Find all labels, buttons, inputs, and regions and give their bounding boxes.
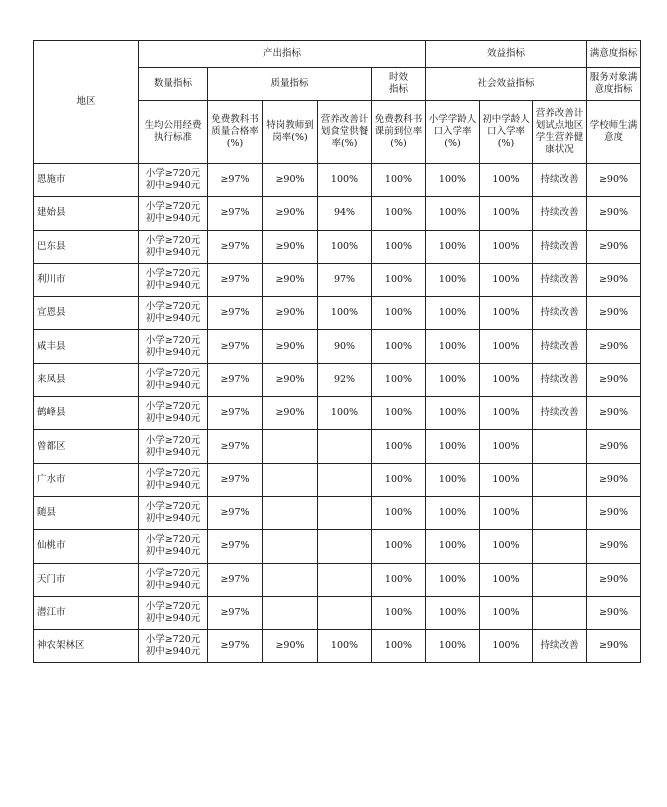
budget-standard-cell: 小学≥720元 初中≥940元 xyxy=(139,530,208,563)
region-header: 地区 xyxy=(34,41,139,164)
table-row xyxy=(34,596,641,629)
nutrition-health-status-cell xyxy=(533,496,587,529)
special-post-teacher-rate-cell xyxy=(263,463,318,496)
textbook-quality-rate-cell: ≥97% xyxy=(208,430,263,463)
region-cell: 曾都区 xyxy=(34,430,139,463)
nutrition-health-status-cell xyxy=(533,596,587,629)
canteen-meal-rate-cell: 100% xyxy=(318,230,372,263)
primary-enrollment-rate-cell: 100% xyxy=(426,563,480,596)
budget-standard-cell: 小学≥720元 初中≥940元 xyxy=(139,430,208,463)
textbook-quality-rate-cell: ≥97% xyxy=(208,197,263,230)
junior-enrollment-rate-header: 初中学龄人 口入学率 (%) xyxy=(480,101,533,164)
table-header xyxy=(34,41,641,164)
table-row xyxy=(34,363,641,396)
region-cell: 神农架林区 xyxy=(34,630,139,663)
canteen-meal-rate-cell xyxy=(318,530,372,563)
junior-enrollment-rate-cell: 100% xyxy=(480,363,533,396)
nutrition-health-status-cell: 持续改善 xyxy=(533,330,587,363)
table-row xyxy=(34,230,641,263)
budget-standard-header: 生均公用经费 执行标准 xyxy=(139,101,208,164)
primary-enrollment-rate-cell: 100% xyxy=(426,496,480,529)
table-row xyxy=(34,197,641,230)
junior-enrollment-rate-cell: 100% xyxy=(480,230,533,263)
nutrition-health-status-cell: 持续改善 xyxy=(533,263,587,296)
textbook-ontime-rate-cell: 100% xyxy=(372,230,426,263)
textbook-ontime-rate-cell: 100% xyxy=(372,330,426,363)
budget-standard-cell: 小学≥720元 初中≥940元 xyxy=(139,330,208,363)
primary-enrollment-rate-cell: 100% xyxy=(426,596,480,629)
junior-enrollment-rate-cell: 100% xyxy=(480,496,533,529)
textbook-ontime-rate-cell: 100% xyxy=(372,297,426,330)
primary-enrollment-rate-cell: 100% xyxy=(426,463,480,496)
primary-enrollment-rate-cell: 100% xyxy=(426,197,480,230)
budget-standard-cell: 小学≥720元 初中≥940元 xyxy=(139,463,208,496)
table-row xyxy=(34,496,641,529)
primary-enrollment-rate-cell: 100% xyxy=(426,297,480,330)
special-post-teacher-rate-cell: ≥90% xyxy=(263,330,318,363)
satisfaction-rate-cell: ≥90% xyxy=(587,430,641,463)
textbook-ontime-rate-cell: 100% xyxy=(372,463,426,496)
textbook-quality-rate-cell: ≥97% xyxy=(208,297,263,330)
textbook-quality-rate-cell: ≥97% xyxy=(208,496,263,529)
canteen-meal-rate-cell: 100% xyxy=(318,630,372,663)
region-cell: 广水市 xyxy=(34,463,139,496)
textbook-quality-rate-cell: ≥97% xyxy=(208,230,263,263)
primary-enrollment-rate-cell: 100% xyxy=(426,630,480,663)
budget-standard-cell: 小学≥720元 初中≥940元 xyxy=(139,563,208,596)
quality-indicators-header: 质量指标 xyxy=(208,68,372,101)
nutrition-health-status-cell xyxy=(533,463,587,496)
textbook-quality-rate-cell: ≥97% xyxy=(208,363,263,396)
canteen-meal-rate-cell xyxy=(318,563,372,596)
header-row-categories xyxy=(34,41,641,68)
special-post-teacher-rate-cell: ≥90% xyxy=(263,297,318,330)
textbook-ontime-rate-cell: 100% xyxy=(372,630,426,663)
textbook-quality-rate-cell: ≥97% xyxy=(208,630,263,663)
special-post-teacher-rate-cell xyxy=(263,563,318,596)
textbook-ontime-rate-cell: 100% xyxy=(372,397,426,430)
special-post-teacher-rate-cell: ≥90% xyxy=(263,230,318,263)
table-row xyxy=(34,297,641,330)
nutrition-health-status-cell: 持续改善 xyxy=(533,230,587,263)
satisfaction-rate-cell: ≥90% xyxy=(587,230,641,263)
nutrition-health-status-cell: 持续改善 xyxy=(533,363,587,396)
special-post-teacher-rate-cell xyxy=(263,496,318,529)
table-row xyxy=(34,397,641,430)
table-row xyxy=(34,630,641,663)
primary-enrollment-rate-cell: 100% xyxy=(426,330,480,363)
satisfaction-rate-cell: ≥90% xyxy=(587,596,641,629)
table-row xyxy=(34,263,641,296)
satisfaction-rate-cell: ≥90% xyxy=(587,496,641,529)
textbook-ontime-rate-header: 免费教科书 课前到位率 (%) xyxy=(372,101,426,164)
satisfaction-rate-header: 学校师生满 意度 xyxy=(587,101,641,164)
textbook-quality-rate-header: 免费教科书 质量合格率 (%) xyxy=(208,101,263,164)
budget-standard-cell: 小学≥720元 初中≥940元 xyxy=(139,263,208,296)
junior-enrollment-rate-cell: 100% xyxy=(480,330,533,363)
canteen-meal-rate-cell: 97% xyxy=(318,263,372,296)
textbook-ontime-rate-cell: 100% xyxy=(372,164,426,197)
region-cell: 恩施市 xyxy=(34,164,139,197)
budget-standard-cell: 小学≥720元 初中≥940元 xyxy=(139,363,208,396)
satisfaction-rate-cell: ≥90% xyxy=(587,563,641,596)
output-indicators-header: 产出指标 xyxy=(139,41,426,68)
nutrition-health-status-cell: 持续改善 xyxy=(533,397,587,430)
region-cell: 仙桃市 xyxy=(34,530,139,563)
satisfaction-rate-cell: ≥90% xyxy=(587,164,641,197)
timeliness-indicators-header: 时效 指标 xyxy=(372,68,426,101)
special-post-teacher-rate-header: 特岗教师到 岗率(%) xyxy=(263,101,318,164)
junior-enrollment-rate-cell: 100% xyxy=(480,397,533,430)
nutrition-health-status-cell xyxy=(533,530,587,563)
textbook-quality-rate-cell: ≥97% xyxy=(208,330,263,363)
satisfaction-rate-cell: ≥90% xyxy=(587,297,641,330)
junior-enrollment-rate-cell: 100% xyxy=(480,630,533,663)
primary-enrollment-rate-cell: 100% xyxy=(426,164,480,197)
primary-enrollment-rate-cell: 100% xyxy=(426,230,480,263)
table-row xyxy=(34,430,641,463)
textbook-ontime-rate-cell: 100% xyxy=(372,596,426,629)
table-row xyxy=(34,330,641,363)
region-cell: 鹤峰县 xyxy=(34,397,139,430)
budget-standard-cell: 小学≥720元 初中≥940元 xyxy=(139,630,208,663)
table-body xyxy=(34,164,641,663)
canteen-meal-rate-cell xyxy=(318,596,372,629)
special-post-teacher-rate-cell: ≥90% xyxy=(263,397,318,430)
junior-enrollment-rate-cell: 100% xyxy=(480,596,533,629)
table-row xyxy=(34,463,641,496)
satisfaction-rate-cell: ≥90% xyxy=(587,263,641,296)
canteen-meal-rate-cell: 90% xyxy=(318,330,372,363)
region-cell: 巴东县 xyxy=(34,230,139,263)
budget-standard-cell: 小学≥720元 初中≥940元 xyxy=(139,397,208,430)
table-row xyxy=(34,164,641,197)
indicator-table xyxy=(33,40,641,663)
textbook-quality-rate-cell: ≥97% xyxy=(208,397,263,430)
special-post-teacher-rate-cell xyxy=(263,530,318,563)
special-post-teacher-rate-cell: ≥90% xyxy=(263,630,318,663)
budget-standard-cell: 小学≥720元 初中≥940元 xyxy=(139,596,208,629)
canteen-meal-rate-cell: 94% xyxy=(318,197,372,230)
special-post-teacher-rate-cell: ≥90% xyxy=(263,164,318,197)
canteen-meal-rate-cell xyxy=(318,430,372,463)
benefit-indicators-header: 效益指标 xyxy=(426,41,587,68)
nutrition-health-status-cell: 持续改善 xyxy=(533,164,587,197)
special-post-teacher-rate-cell xyxy=(263,430,318,463)
junior-enrollment-rate-cell: 100% xyxy=(480,263,533,296)
nutrition-health-status-cell xyxy=(533,563,587,596)
nutrition-health-status-header: 营养改善计 划试点地区 学生营养健 康状况 xyxy=(533,101,587,164)
textbook-ontime-rate-cell: 100% xyxy=(372,430,426,463)
region-cell: 建始县 xyxy=(34,197,139,230)
satisfaction-indicators-header: 满意度指标 xyxy=(587,41,641,68)
nutrition-health-status-cell: 持续改善 xyxy=(533,630,587,663)
junior-enrollment-rate-cell: 100% xyxy=(480,430,533,463)
budget-standard-cell: 小学≥720元 初中≥940元 xyxy=(139,496,208,529)
primary-enrollment-rate-cell: 100% xyxy=(426,397,480,430)
special-post-teacher-rate-cell: ≥90% xyxy=(263,197,318,230)
budget-standard-cell: 小学≥720元 初中≥940元 xyxy=(139,297,208,330)
textbook-quality-rate-cell: ≥97% xyxy=(208,263,263,296)
textbook-quality-rate-cell: ≥97% xyxy=(208,463,263,496)
canteen-meal-rate-cell: 100% xyxy=(318,297,372,330)
junior-enrollment-rate-cell: 100% xyxy=(480,530,533,563)
junior-enrollment-rate-cell: 100% xyxy=(480,164,533,197)
social-benefit-indicators-header: 社会效益指标 xyxy=(426,68,587,101)
nutrition-health-status-cell: 持续改善 xyxy=(533,297,587,330)
satisfaction-rate-cell: ≥90% xyxy=(587,330,641,363)
canteen-meal-rate-cell: 100% xyxy=(318,397,372,430)
canteen-meal-rate-cell xyxy=(318,463,372,496)
junior-enrollment-rate-cell: 100% xyxy=(480,563,533,596)
satisfaction-rate-cell: ≥90% xyxy=(587,363,641,396)
textbook-quality-rate-cell: ≥97% xyxy=(208,530,263,563)
textbook-ontime-rate-cell: 100% xyxy=(372,263,426,296)
region-cell: 来凤县 xyxy=(34,363,139,396)
special-post-teacher-rate-cell: ≥90% xyxy=(263,263,318,296)
satisfaction-rate-cell: ≥90% xyxy=(587,530,641,563)
canteen-meal-rate-header: 营养改善计 划食堂供餐 率(%) xyxy=(318,101,372,164)
satisfaction-rate-cell: ≥90% xyxy=(587,463,641,496)
textbook-quality-rate-cell: ≥97% xyxy=(208,596,263,629)
primary-enrollment-rate-cell: 100% xyxy=(426,430,480,463)
region-cell: 咸丰县 xyxy=(34,330,139,363)
satisfaction-rate-cell: ≥90% xyxy=(587,197,641,230)
region-cell: 利川市 xyxy=(34,263,139,296)
textbook-quality-rate-cell: ≥97% xyxy=(208,164,263,197)
textbook-ontime-rate-cell: 100% xyxy=(372,496,426,529)
textbook-ontime-rate-cell: 100% xyxy=(372,197,426,230)
special-post-teacher-rate-cell: ≥90% xyxy=(263,363,318,396)
satisfaction-rate-cell: ≥90% xyxy=(587,397,641,430)
textbook-quality-rate-cell: ≥97% xyxy=(208,563,263,596)
budget-standard-cell: 小学≥720元 初中≥940元 xyxy=(139,164,208,197)
table-row xyxy=(34,563,641,596)
primary-enrollment-rate-cell: 100% xyxy=(426,263,480,296)
table-row xyxy=(34,530,641,563)
special-post-teacher-rate-cell xyxy=(263,596,318,629)
primary-enrollment-rate-cell: 100% xyxy=(426,363,480,396)
budget-standard-cell: 小学≥720元 初中≥940元 xyxy=(139,230,208,263)
region-cell: 宣恩县 xyxy=(34,297,139,330)
textbook-ontime-rate-cell: 100% xyxy=(372,363,426,396)
nutrition-health-status-cell: 持续改善 xyxy=(533,197,587,230)
primary-enrollment-rate-header: 小学学龄人 口入学率 (%) xyxy=(426,101,480,164)
canteen-meal-rate-cell: 92% xyxy=(318,363,372,396)
junior-enrollment-rate-cell: 100% xyxy=(480,463,533,496)
canteen-meal-rate-cell: 100% xyxy=(318,164,372,197)
canteen-meal-rate-cell xyxy=(318,496,372,529)
region-cell: 天门市 xyxy=(34,563,139,596)
quantity-indicators-header: 数量指标 xyxy=(139,68,208,101)
textbook-ontime-rate-cell: 100% xyxy=(372,530,426,563)
primary-enrollment-rate-cell: 100% xyxy=(426,530,480,563)
nutrition-health-status-cell xyxy=(533,430,587,463)
satisfaction-rate-cell: ≥90% xyxy=(587,630,641,663)
region-cell: 随县 xyxy=(34,496,139,529)
junior-enrollment-rate-cell: 100% xyxy=(480,197,533,230)
junior-enrollment-rate-cell: 100% xyxy=(480,297,533,330)
textbook-ontime-rate-cell: 100% xyxy=(372,563,426,596)
service-satisfaction-indicators-header: 服务对象满 意度指标 xyxy=(587,68,641,101)
region-cell: 潜江市 xyxy=(34,596,139,629)
budget-standard-cell: 小学≥720元 初中≥940元 xyxy=(139,197,208,230)
